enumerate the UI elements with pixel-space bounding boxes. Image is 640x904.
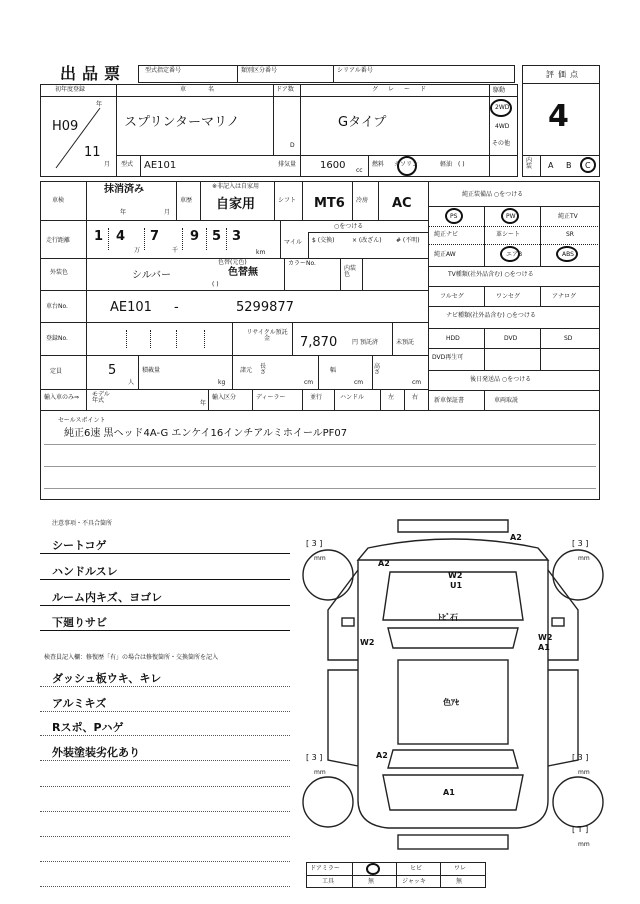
roof-note-1: W2: [448, 571, 463, 580]
dvd-label: DVD再生可: [432, 354, 464, 361]
drive-2wd-circle: [490, 99, 512, 117]
car-name: スプリンターマリノ: [124, 115, 240, 130]
first-reg-month: 11: [84, 145, 101, 160]
chassis-model: AE101: [110, 300, 152, 315]
color-change-label: 色替(元色): [218, 259, 247, 266]
km-unit: km: [256, 249, 266, 256]
shaken-month-unit: 月: [164, 209, 171, 216]
ware-label: ワレ: [454, 865, 467, 872]
interior-label: 内装: [526, 157, 533, 170]
tv-fullseg: フルセグ: [440, 293, 464, 300]
equip-abs-circle: [556, 246, 578, 262]
shareki-value: 自家用: [216, 197, 256, 212]
fuel-diesel: 軽油: [440, 161, 453, 168]
reg-slash: [52, 101, 112, 172]
tread-rr: [ 3 ]: [572, 753, 589, 762]
car-diagram: [298, 510, 618, 860]
sales-point-label: セールスポイント: [58, 417, 106, 424]
height-cm: cm: [412, 379, 422, 386]
rear-bumper-note: A1: [443, 788, 455, 797]
tv-title: TV種類(社外品含む) ○をつける: [448, 271, 534, 278]
mileage-digit-1: 1: [94, 229, 104, 244]
hibi-label: ヒビ: [410, 865, 423, 872]
note-item-2: ハンドルスレ: [52, 565, 118, 578]
interior-b: B: [566, 161, 572, 170]
hood-note: ﾄﾋﾞ石: [438, 613, 458, 622]
tread-fr-unit: mm: [578, 555, 590, 562]
chassis-label: 車台No.: [46, 303, 68, 310]
top-note: A2: [510, 533, 522, 542]
capacity-label: 定員: [50, 368, 63, 375]
tread-spare-unit: mm: [578, 841, 590, 848]
tv-oneseg: ワンセグ: [496, 293, 521, 300]
mileage-digit-6: 3: [232, 229, 242, 244]
fuel-gasoline: ガソリン: [394, 161, 419, 168]
score-label: 評価点: [546, 70, 582, 79]
cc-unit: cc: [356, 167, 363, 174]
handle-right: 右: [412, 394, 419, 401]
right-side-note-1: W2: [538, 633, 553, 642]
reibo-value: AC: [392, 196, 412, 211]
mileage-digit-3: 7: [150, 229, 160, 244]
tread-fl-unit: mm: [314, 555, 326, 562]
mileage-digit-2: 4: [116, 229, 126, 244]
shift-label: シフト: [278, 197, 297, 204]
equip-pw: PW: [506, 213, 516, 220]
int-color-label: 内装色: [344, 265, 357, 278]
front-bumper: [398, 520, 508, 532]
ruibetsu-label: 類別区分番号: [241, 67, 278, 74]
tread-spare: [ T ]: [572, 825, 589, 834]
windshield: [388, 628, 518, 648]
trunk-note: 色ｱｾ: [443, 698, 459, 707]
drive-4wd: 4WD: [495, 123, 510, 130]
drive-label: 駆動: [493, 87, 506, 94]
reg-label: 登録No.: [46, 335, 68, 342]
serial-label: シリアル番号: [337, 67, 373, 74]
first-reg-year: H09: [52, 119, 79, 134]
handle-left: 左: [388, 394, 395, 401]
mile-label: マイル: [284, 239, 302, 246]
fuel-paren: ( ): [458, 161, 465, 168]
year-mark: 年: [96, 101, 103, 108]
first-reg-label: 初年度登録: [55, 86, 86, 93]
equipment-title: 純正装備品 ○をつける: [462, 191, 524, 198]
model-label: 型式: [121, 161, 134, 168]
left-side-note: W2: [360, 638, 375, 647]
right-front-door: [548, 570, 578, 660]
note-item-4: 下廻りサビ: [52, 616, 107, 629]
handle-label: ハンドル: [340, 394, 365, 401]
shareki-note: ※非記入は自家用: [212, 183, 260, 190]
length-cm: cm: [304, 379, 314, 386]
inspector-label: 検査員記入欄：修復歴「有」の場合は修復箇所・交換箇所を記入: [44, 654, 219, 661]
navi-title: ナビ種類(社外品含む) ○をつける: [446, 312, 536, 319]
fuel-gasoline-circle: [397, 156, 417, 176]
inspector-item-2: アルミキズ: [52, 697, 107, 710]
dims-label: 諸元: [240, 367, 253, 374]
import-class-label: 輸入区分: [212, 394, 237, 401]
color-change-value: 色替無: [228, 267, 258, 278]
tread-fr: [ 3 ]: [572, 539, 589, 548]
equip-navi: 純正ナビ: [434, 231, 459, 238]
mileage-circle-note: ○をつける: [334, 223, 364, 230]
mileage-digit-4: 9: [190, 229, 200, 244]
rear-bumper: [398, 835, 508, 849]
right-side-note-2: A1: [538, 643, 550, 652]
left-rear-door: [328, 670, 358, 766]
dealer-option: ディーラー: [256, 394, 286, 401]
inspector-item-1: ダッシュ板ウキ、キレ: [52, 672, 162, 685]
door-mirror-label: ドアミラー: [310, 865, 340, 872]
notes-label: 注意事項・不具合箇所: [52, 520, 113, 527]
sales-point-text: 純正6速 黒ヘッド4A-G エンケイ16インチアルミホイールPF07: [64, 428, 348, 439]
id-number-strip: [138, 65, 515, 83]
recycle-paid: 預託済: [360, 339, 379, 346]
shareki-label: 車歴: [180, 197, 193, 204]
note-item-1: シートコゲ: [52, 539, 107, 552]
chassis-number: 5299877: [236, 300, 294, 315]
color-paren: ( ): [212, 281, 219, 288]
mileage-opt-exchange: $ (交換): [312, 237, 335, 244]
grade-value: Gタイプ: [338, 115, 387, 130]
right-rear-door: [548, 670, 578, 766]
reibo-label: 冷房: [356, 197, 369, 204]
parallel-option: 並行: [310, 394, 323, 401]
capacity-unit: 人: [128, 379, 135, 386]
capacity-value: 5: [108, 363, 117, 378]
height-label: 高さ: [374, 363, 381, 376]
score-value: 4: [548, 99, 569, 134]
tread-rl-unit: mm: [314, 769, 326, 776]
front-panel: [358, 539, 548, 560]
mileage-label: 走行距離: [46, 237, 71, 244]
mileage-opt-tampered: × (改ざん): [352, 237, 382, 244]
width-label: 幅: [330, 367, 337, 374]
interior-c: C: [585, 161, 591, 170]
displacement-label: 排気量: [278, 161, 297, 168]
import-label: 輸入車のみ⇒: [44, 394, 80, 401]
interior-a: A: [548, 161, 554, 170]
jack-value: 無: [456, 878, 463, 885]
chassis-dash: -: [174, 300, 179, 315]
shaken-year-unit: 年: [120, 209, 127, 216]
jack-label: ジャッキ: [402, 878, 426, 885]
equip-tv: 純正TV: [558, 213, 578, 220]
recycle-label: リサイクル預託金: [246, 329, 288, 342]
color-value: シルバー: [132, 270, 172, 281]
tools-label: 工具: [322, 878, 335, 885]
wheel-rl: [303, 777, 353, 827]
drive-2wd: 2WD: [495, 104, 510, 111]
tread-rl: [ 3 ]: [306, 753, 323, 762]
left-mirror: [342, 618, 354, 626]
equip-aw: 純正AW: [434, 251, 456, 258]
shaken-value: 抹消済み: [104, 184, 144, 195]
tv-analog: アナログ: [552, 293, 577, 300]
later-warranty: 新車保証書: [434, 397, 465, 404]
car-name-label: 車名: [180, 86, 237, 93]
shift-value: MT6: [314, 196, 345, 211]
color-no-label: カラーNo.: [288, 260, 316, 267]
grade-label: グレード: [372, 86, 437, 93]
load-label: 積載量: [142, 367, 161, 374]
equip-ps: PS: [450, 213, 458, 220]
color-label: 外装色: [50, 269, 69, 276]
left-front-door: [328, 570, 358, 660]
tread-rr-unit: mm: [578, 769, 590, 776]
tools-value: 無: [368, 878, 375, 885]
mileage-opt-unknown: # (不明): [396, 237, 420, 244]
displacement-value: 1600: [320, 160, 346, 171]
equip-airbag: エアB: [506, 251, 523, 258]
navi-hdd: HDD: [446, 335, 460, 342]
equip-airbag-circle: [500, 246, 523, 262]
fl-note: A2: [378, 559, 390, 568]
navi-sd: SD: [564, 335, 573, 342]
shaken-label: 車検: [52, 197, 65, 204]
door-label: ドア数: [276, 86, 294, 93]
wheel-rr: [553, 777, 603, 827]
later-manual: 車両取説: [494, 397, 519, 404]
load-unit: kg: [218, 379, 226, 386]
model-value: AE101: [144, 160, 177, 171]
interior-c-circle: [580, 157, 596, 173]
man-unit: 万: [134, 247, 141, 254]
recycle-unit: 円: [352, 339, 359, 346]
recycle-unpaid: 未預託: [396, 339, 415, 346]
wheel-fl: [303, 550, 353, 600]
equip-abs: ABS: [562, 251, 574, 258]
rear-window: [388, 750, 518, 768]
width-cm: cm: [354, 379, 364, 386]
fuel-label: 燃料: [372, 161, 385, 168]
navi-dvd: DVD: [504, 335, 518, 342]
equip-leather: 革シート: [496, 231, 521, 238]
inspector-item-4: 外装塗装劣化あり: [52, 746, 140, 759]
import-year-unit: 年: [200, 400, 207, 407]
length-label: 長さ: [260, 363, 267, 376]
month-mark: 月: [104, 161, 111, 168]
katashiki-label: 型式指定番号: [145, 67, 182, 74]
model-year-label: モデル年式: [92, 391, 110, 404]
drive-other: その他: [492, 140, 511, 147]
roof-note-2: U1: [450, 581, 463, 590]
note-item-3: ルーム内キズ、ヨゴレ: [52, 591, 163, 604]
equip-pw-circle: [501, 208, 519, 224]
inspector-item-3: Rスポ、Pハゲ: [52, 721, 124, 734]
mileage-digit-5: 5: [212, 229, 222, 244]
door-mirror-circle: [366, 863, 380, 875]
door-sub: D: [290, 142, 295, 149]
tread-fl: [ 3 ]: [306, 539, 323, 548]
recycle-value: 7,870: [300, 335, 338, 350]
sen-unit: 千: [172, 247, 179, 254]
page-title: 出品票: [60, 64, 127, 83]
later-title: 後日発送品 ○をつける: [470, 376, 532, 383]
rl-note: A2: [376, 751, 388, 760]
right-mirror: [552, 618, 564, 626]
equip-ps-circle: [445, 208, 463, 224]
equip-sr: SR: [566, 231, 574, 238]
